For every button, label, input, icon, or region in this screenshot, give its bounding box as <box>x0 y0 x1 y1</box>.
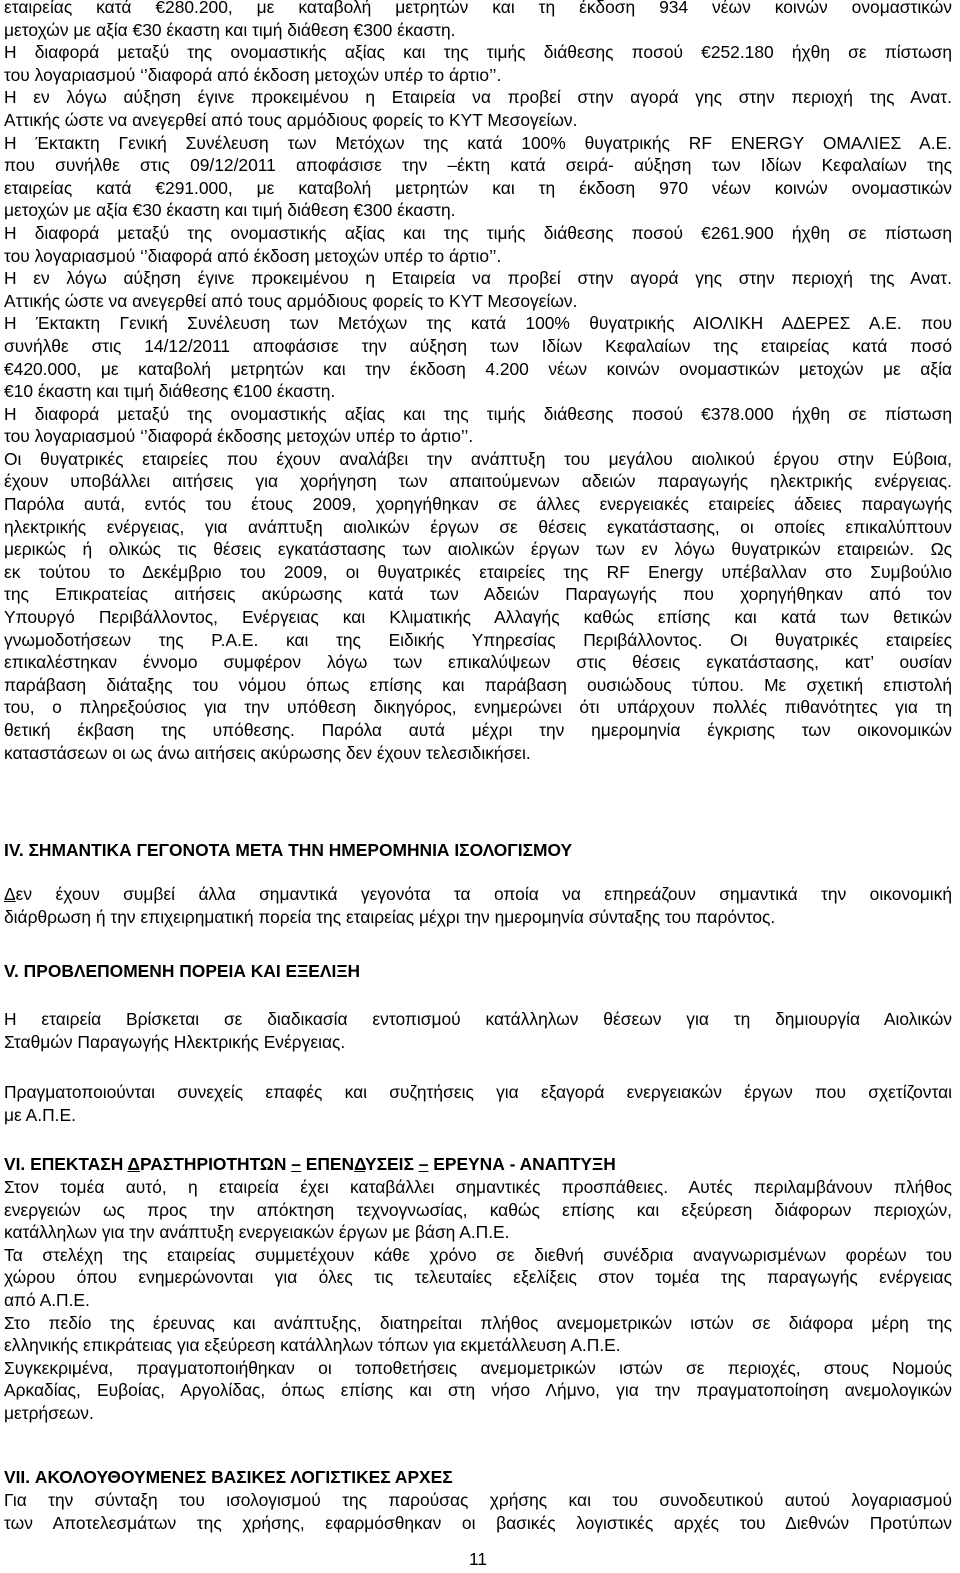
section-vii-paragraph <box>4 1489 952 1534</box>
text-line: από Α.Π.Ε. <box>4 1289 90 1310</box>
heading-underlined-part: – <box>291 1154 301 1174</box>
heading-underlined-part: – <box>418 1154 429 1174</box>
text-line: με Α.Π.Ε. <box>4 1104 76 1125</box>
text-line: Η Έκτακτη Γενική Συνέλευση των Μετόχων της κατά 100% θυγατρικής RF ENERGY ΟΜΑΛΙΕΣ Α.Ε. <box>4 132 952 153</box>
section-v-paragraph-1 <box>4 1008 952 1053</box>
text-line: παράβαση διάταξης του νόμου όπως επίσης και παράβαση ουσιώδους τύπου. Με σχετική επιστολή <box>4 674 952 695</box>
text-line: €420.000, με καταβολή μετρητών και την έκδοση 4.200 νέων κοινών ονομαστικών μετοχών με αξία <box>4 358 952 379</box>
section-vi-heading <box>4 1153 616 1176</box>
section-iv-paragraph <box>4 883 952 928</box>
text-line: Αττικής ώστε να ανεγερθεί από τους αρμόδιους φορείς το ΚΥΤ Μεσογείων. <box>4 290 578 311</box>
text-line: εκ τούτου το Δεκέμβριο του 2009, οι θυγατρικές εταιρείες της RF Energy υπέβαλλαν στο Συμβούλιο <box>4 561 952 582</box>
text-line: των Αποτελεσμάτων της χρήσης, εφαρμόσθηκαν οι βασικές λογιστικές αρχές του Διεθνών Προτύπων <box>4 1512 952 1533</box>
text-line: καταστάσεων οι ως άνω αιτήσεις ακύρωσης δεν έχουν τελεσιδικήσει. <box>4 742 531 763</box>
text-line: κατάλληλων για την ανάπτυξη ενεργειακών έργων με βάση Α.Π.Ε. <box>4 1222 510 1243</box>
text-line: Η διαφορά μεταξύ της ονομαστικής αξίας και της τιμής διάθεσης ποσού €261.900 ήχθη σε πίστωση <box>4 222 952 243</box>
heading-part: VI. ΕΠΕΚΤΑΣΗ <box>4 1154 128 1174</box>
text-line: Στο πεδίο της έρευνας και ανάπτυξης, διατηρείται πλήθος ανεμομετρικών ιστών σε διάφορα μέρη της <box>4 1312 952 1333</box>
text-line: Παρόλα αυτά, εντός του έτους 2009, χορηγήθηκαν σε άλλες ενεργειακές εταιρείες άδειες παραγωγής <box>4 494 952 515</box>
text-line: μετοχών με αξία €30 έκαστη και τιμή διάθεση €300 έκαστη. <box>4 19 456 40</box>
text-line: Σταθμών Παραγωγής Ηλεκτρικής Ενέργειας. <box>4 1031 346 1052</box>
underlined-initial: Δ <box>4 884 16 904</box>
heading-part: ΕΡΕΥΝΑ - ΑΝΑΠΤΥΞΗ <box>428 1154 616 1174</box>
text-line: Η Έκτακτη Γενική Συνέλευση των Μετόχων της κατά 100% θυγατρικής ΑΙΟΛΙΚΗ ΑΔΕΡΕΣ Α.Ε. που <box>4 313 952 334</box>
section-iv-heading: IV. ΣΗΜΑΝΤΙΚΑ ΓΕΓΟΝΟΤΑ ΜΕΤΑ ΤΗΝ ΗΜΕΡΟΜΗΝΙΑ ΙΣΟΛΟΓΙΣΜΟΥ <box>4 840 573 860</box>
text-line: μερικώς ή ολικώς τις θέσεις εγκατάστασης των αιολικών έργων των εν λόγω θυγατρικών εταιρειών. Ως <box>4 539 952 560</box>
page-number: 11 <box>468 1549 488 1569</box>
section-v-paragraph-2 <box>4 1081 952 1126</box>
text-line: του λογαριασμού ‘’διαφορά από έκδοση μετοχών υπέρ το άρτιο’’. <box>4 64 502 85</box>
text-line: του λογαριασμού ‘’διαφορά από έκδοση μετοχών υπέρ το άρτιο’’. <box>4 245 502 266</box>
text-line: Πραγματοποιούνται συνεχείς επαφές και συζητήσεις για εξαγορά ενεργειακών έργων που σχετίζονται <box>4 1082 952 1102</box>
text-line <box>4 883 952 906</box>
text-line: που συνήλθε στις 09/12/2011 αποφάσισε την –έκτη κατά σειρά- αύξηση των Ιδίων Κεφαλαίων της <box>4 155 952 176</box>
text-line: Η εν λόγω αύξηση έγινε προκειμένου η Εταιρεία να προβεί στην αγορά γης στην περιοχή της Ανατ. <box>4 87 952 108</box>
text-line: έχουν υποβάλλει αιτήσεις για χορήγηση των απαιτούμενων αδειών παραγωγής ηλεκτρικής ενέργειας. <box>4 471 952 492</box>
text-line: χώρου όπου ενημερώνονται για όλες τις τελευταίες εξελίξεις στον τομέα της παραγωγής ενέργειας <box>4 1267 952 1288</box>
text-line: μετρήσεων. <box>4 1402 94 1423</box>
heading-underlined-part: Δ <box>354 1154 366 1174</box>
text-line: της Επικρατείας αιτήσεις ακύρωσης κατά των Αδειών Παραγωγής που χορηγήθηκαν από τον <box>4 584 952 605</box>
text-line: του λογαριασμού ‘’διαφορά έκδοσης μετοχών υπέρ το άρτιο’’. <box>4 426 474 447</box>
text-line: Συγκεκριμένα, πραγματοποιήθηκαν οι τοποθετήσεις ανεμομετρικών ιστών σε περιοχές, στους Νομούς <box>4 1357 952 1378</box>
text-line: εταιρείας κατά €280.200, με καταβολή μετρητών και τη έκδοση 934 νέων κοινών ονομαστικών <box>4 0 952 17</box>
heading-part: ΕΠΕΝ <box>300 1154 355 1174</box>
text-line: ελληνικής επικράτειας για εξεύρεση κατάλληλων τόπων για εκμετάλλευση Α.Π.Ε. <box>4 1335 621 1356</box>
text-line: διάρθρωση ή την επιχειρηματική πορεία της εταιρείας μέχρι την ημερομηνία σύνταξης του παρόντος. <box>4 906 776 927</box>
section-vii-heading: VII. ΑΚΟΛΟΥΘΟΥΜΕΝΕΣ ΒΑΣΙΚΕΣ ΛΟΓΙΣΤΙΚΕΣ ΑΡΧΕΣ <box>4 1467 453 1487</box>
text-line: Για την σύνταξη του ισολογισμού της παρούσας χρήσης και του συνοδευτικού αυτού λογαριασμού <box>4 1490 952 1510</box>
section-vi-paragraph <box>4 1176 952 1425</box>
text-line: συνήλθε στις 14/12/2011 αποφάσισε την αύξηση των Ιδίων Κεφαλαίων της εταιρείας κατά ποσό <box>4 335 952 356</box>
text-line: Αρκαδίας, Ευβοίας, Αργολίδας, όπως επίσης και στη νήσο Λήμνο, για την πραγματοποίηση ανεμολογικών <box>4 1380 952 1401</box>
text-line: μετοχών με αξία €30 έκαστη και τιμή διάθεση €300 έκαστη. <box>4 200 456 221</box>
text-line: Αττικής ώστε να ανεγερθεί από τους αρμόδιους φορείς το ΚΥΤ Μεσογείων. <box>4 109 578 130</box>
text-line: γνωμοδοτήσεων της Ρ.Α.Ε. και της Ειδικής Υπηρεσίας Περιβάλλοντος. Οι θυγατρικές εταιρείες <box>4 629 952 650</box>
heading-underlined-part: Δ <box>127 1154 140 1174</box>
text-line: επικαλέστηκαν έννομο συμφέρον λόγω των επικαλύψεων στις θέσεις εγκατάστασης, κατ’ ουσίαν <box>4 652 952 673</box>
text-line: ενεργειών ως προς την απόκτηση τεχνογνωσίας, καθώς επίσης και εξεύρεση διάφορων περιοχών, <box>4 1199 952 1220</box>
text-line: του, ο πληρεξούσιος για την υπόθεση δικηγόρος, ενημερώνει ότι υπάρχουν πολλές πιθανότητες για τη <box>4 697 952 718</box>
text-line: ηλεκτρικής ενέργειας, για ανάπτυξη αιολικών έργων σε θέσεις εγκατάστασης, οι οποίες επικαλύπτουν <box>4 516 952 537</box>
heading-part: ΡΑΣΤΗΡΙΟΤΗΤΩΝ <box>139 1154 292 1174</box>
text-line: €10 έκαστη και τιμή διάθεσης €100 έκαστη. <box>4 381 336 402</box>
text-line: Υπουργό Περιβάλλοντος, Ενέργειας και Κλιματικής Αλλαγής καθώς επίσης και κατά των θετικών <box>4 607 952 628</box>
section-v-heading: V. ΠΡΟΒΛΕΠΟΜΕΝΗ ΠΟΡΕΙΑ ΚΑΙ ΕΞΕΛΙΞΗ <box>4 961 361 981</box>
text-rest: εν έχουν συμβεί άλλα σημαντικά γεγονότα τα οποία να επηρεάζουν σημαντικά την οικονομική <box>15 884 952 904</box>
text-line: θετική έκβαση της υπόθεσης. Παρόλα αυτά μέχρι την ημερομηνία έγκρισης των οικονομικών <box>4 720 952 740</box>
text-line: Η εταιρεία Βρίσκεται σε διαδικασία εντοπισμού κατάλληλων θέσεων για τη δημιουργία Αιολικών <box>4 1009 952 1029</box>
top-text-block <box>4 0 952 764</box>
text-line: Οι θυγατρικές εταιρείες που έχουν αναλάβει την ανάπτυξη του μεγάλου αιολικού έργου στην Εύβοια, <box>4 448 952 469</box>
text-line: Η διαφορά μεταξύ της ονομαστικής αξίας και της τιμής διάθεσης ποσού €378.000 ήχθη σε πίστωση <box>4 403 952 424</box>
text-line: Στον τομέα αυτό, η εταιρεία έχει καταβάλλει σημαντικές προσπάθειες. Αυτές περιλαμβάνουν πλήθος <box>4 1177 952 1197</box>
text-line: Η εν λόγω αύξηση έγινε προκειμένου η Εταιρεία να προβεί στην αγορά γης στην περιοχή της Ανατ. <box>4 268 952 289</box>
text-line: Τα στελέχη της εταιρείας συμμετέχουν κάθε χρόνο σε διεθνή συνέδρια αναγνωρισμένων φορέων του <box>4 1244 952 1265</box>
text-line: Η διαφορά μεταξύ της ονομαστικής αξίας και της τιμής διάθεσης ποσού €252.180 ήχθη σε πίστωση <box>4 42 952 63</box>
heading-part: ΥΣΕΙΣ <box>365 1154 419 1174</box>
text-line: εταιρείας κατά €291.000, με καταβολή μετρητών και τη έκδοση 970 νέων κοινών ονομαστικών <box>4 177 952 198</box>
